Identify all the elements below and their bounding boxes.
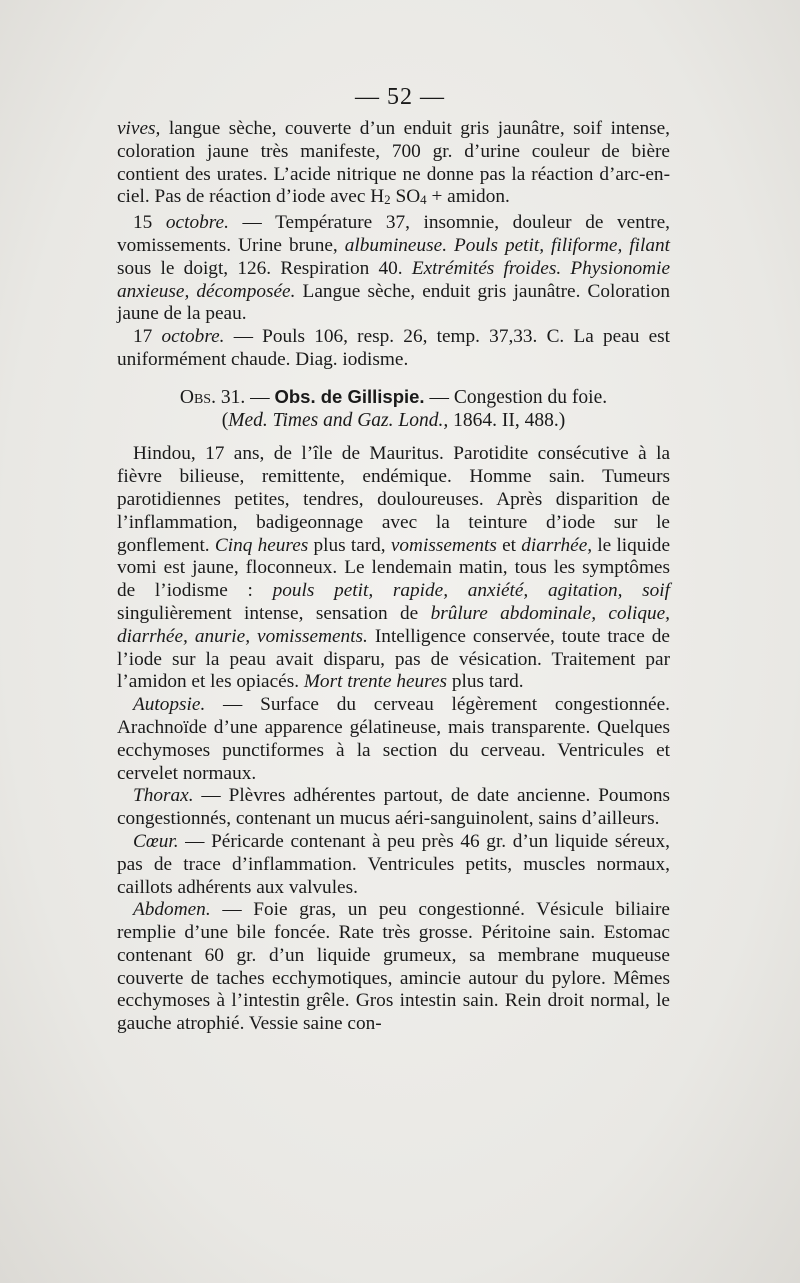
observation-source: (Med. Times and Gaz. Lond., 1864. II, 488.) xyxy=(221,409,566,431)
body-text xyxy=(117,118,670,1036)
subscript: 2 xyxy=(384,192,391,208)
subscript: 4 xyxy=(420,192,427,208)
paragraph-continuation: vives, langue sèche, couverte d’un enduit gris jaunâtre, soif intense, coloration jaune très manifeste, 700 gr. d’urine couleur de bière contient des urates. L’acide nitrique ne donne pas la réaction d’arc-en-ciel. Pas de réaction d’iode avec H2 SO4 + amidon. xyxy=(117,118,670,208)
italic-text: octobre. xyxy=(165,212,229,234)
italic-text: octobre. xyxy=(161,326,225,348)
italic-text: vives, xyxy=(117,118,161,139)
paragraph-heart: Cœur. — Péricarde contenant à peu près 46 gr. d’un liquide séreux, pas de trace d’inflammation. Ventricules petits, muscles normaux, caillots adhérents aux valvules. xyxy=(117,830,670,898)
italic-text: albumineuse. Pouls petit, filiforme, filant xyxy=(344,234,670,256)
paragraph-thorax: Thorax. — Plèvres adhérentes partout, de date ancienne. Poumons congestionnés, contenant un mucus aéri-sanguinolent, sains d’ailleurs. xyxy=(117,785,670,830)
paragraph-autopsy: Autopsie. — Surface du cerveau légèrement congestionnée. Arachnoïde d’une apparence gélatineuse, mais transparente. Quelques ecchymoses punctiformes à la section du cerveau. Ventricules et cervelet normaux. xyxy=(117,694,670,784)
page-number: — 52 — xyxy=(355,84,445,110)
paragraph-oct-15: 15 octobre. — Température 37, insomnie, douleur de ventre, vomissements. Urine brune, albumineuse. Pouls petit, filiforme, filant sous le doigt, 126. Respiration 40. Extrémités froides. Physionomie anxieuse, décomposée. Langue sèche, enduit gris jaunâtre. Coloration jaune de la peau. xyxy=(117,212,671,325)
paragraph-abdomen: Abdomen. — Foie gras, un peu congestionné. Vésicule biliaire remplie d’une bile foncée. Rate très grosse. Péritoine sain. Estomac contenant 60 gr. d’un liquide grumeux, sa membrane muqueuse couverte de taches ecchymotiques, amincie autour du pylore. Mêmes ecchymoses à l’intestin grêle. Gros intestin sain. Rein droit normal, le gauche atrophié. Vessie saine con- xyxy=(117,899,670,1035)
observation-title: Obs. 31. — Obs. de Gillispie. — Congestion du foie. xyxy=(179,385,608,408)
observation-heading xyxy=(117,386,670,433)
italic-text: Extrémités froides. Physionomie anxieuse, décomposée. xyxy=(117,257,670,302)
paragraph-case: Hindou, 17 ans, de l’île de Mauritus. Parotidite consécutive à la fièvre bilieuse, remittente, endémique. Homme sain. Tumeurs parotidiennes petites, tendres, douloureuses. Après disparition de l’inflammation, badigeonnage avec la teinture d’iode sur le gonflement. Cinq heures plus tard, vomissements et diarrhée, le liquide vomi est jaune, floconneux. Le lendemain matin, tous les symptômes de l’iodisme : pouls petit, rapide, anxiété, agitation, soif singulièrement intense, sensation de brûlure abdominale, colique, diarrhée, anurie, vomissements. Intelligence conservée, toute trace de l’iode sur la peau avait disparu, pas de vésication. Traitement par l’amidon et les opiacés. Mort trente heures plus tard. xyxy=(117,443,671,693)
paragraph-oct-17: 17 octobre. — Pouls 106, resp. 26, temp. 37,33. C. La peau est uniformément chaude. Diag. iodisme. xyxy=(117,326,670,370)
